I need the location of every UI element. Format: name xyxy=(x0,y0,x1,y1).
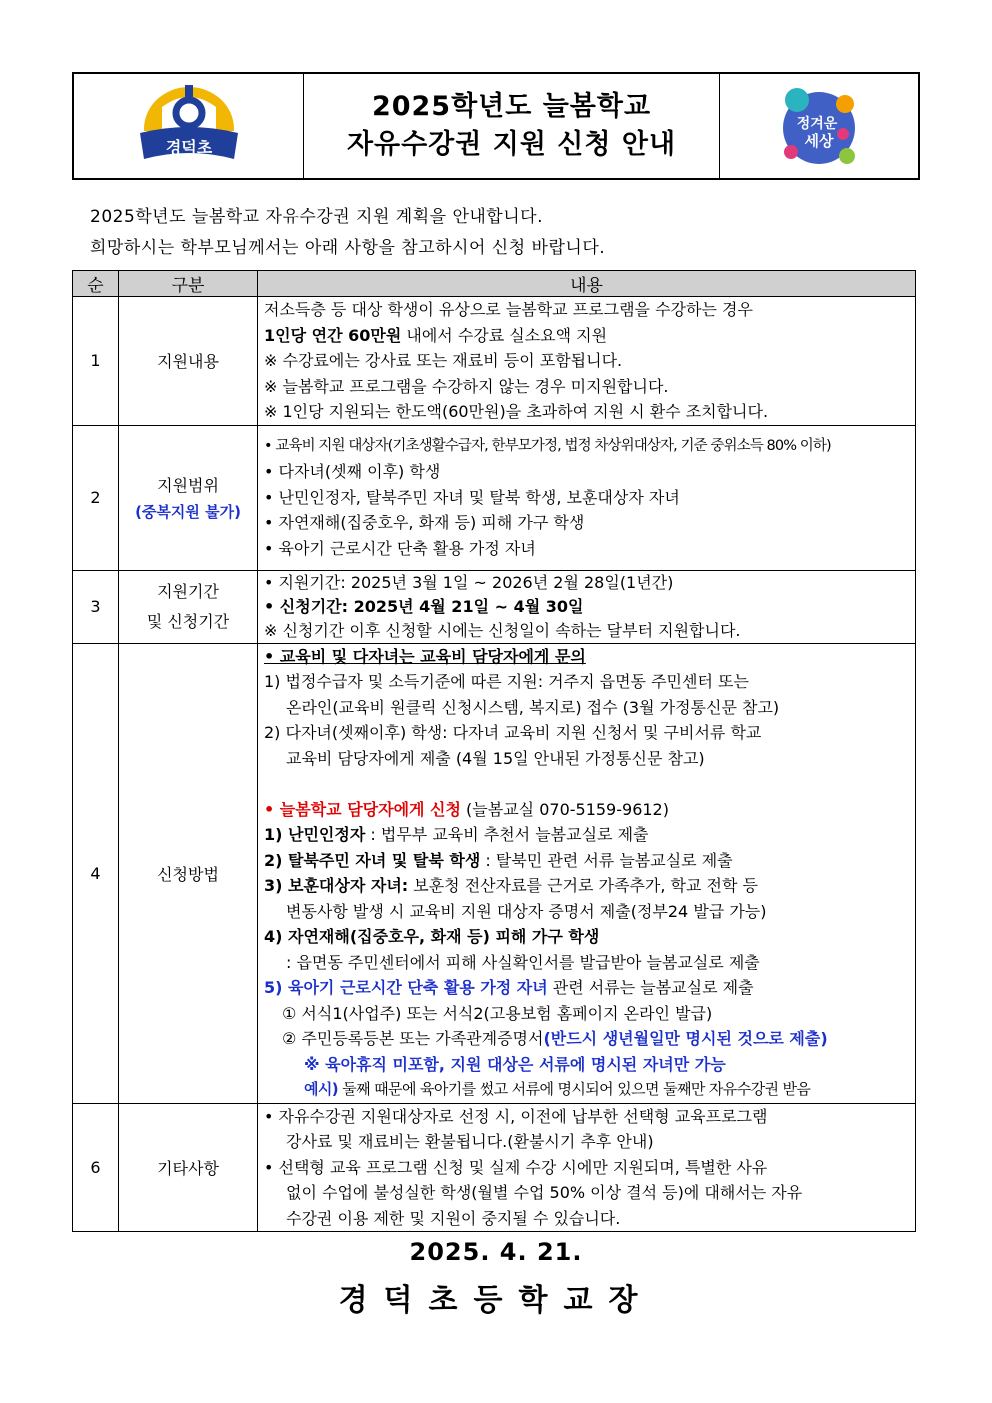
content-line xyxy=(264,873,909,899)
title-cell xyxy=(304,74,720,178)
slogan-text1: 정겨운 xyxy=(796,116,838,132)
content-line: : 읍면동 주민센터에서 피해 사실확인서를 발급받아 늘봄교실로 제출 xyxy=(286,952,760,972)
category-label: 지원범위 xyxy=(157,475,219,495)
item-text: 관련 서류는 늘봄교실로 제출 xyxy=(547,978,754,997)
row-category: 지원내용 xyxy=(119,297,258,426)
content-line: • 육아기 근로시간 단축 활용 가정 자녀 xyxy=(264,538,536,558)
bullet: • xyxy=(264,799,275,819)
example-label: 예시) xyxy=(304,1080,339,1098)
content-line: • 선택형 교육 프로그램 신청 및 실제 수강 시에만 지원되며, 특별한 사유 xyxy=(264,1157,768,1177)
content-line: 온라인(교육비 원클릭 신청시스템, 복지로) 접수 (3월 가정통신문 참고) xyxy=(286,697,780,717)
content-line xyxy=(264,975,909,1001)
content-line: • 자연재해(집중호우, 화재 등) 피해 가구 학생 xyxy=(264,513,585,533)
row-content xyxy=(258,297,916,426)
content-line xyxy=(264,1026,909,1052)
title-line2: 자유수강권 지원 신청 안내 xyxy=(346,129,677,160)
category-label: 및 신청기간 xyxy=(146,611,230,631)
content-line: 4) 자연재해(집중호우, 화재 등) 피해 가구 학생 xyxy=(264,927,600,946)
row-category xyxy=(119,570,258,643)
content-line: ※ 육아휴직 미포함, 지원 대상은 서류에 명시된 자녀만 가능 xyxy=(304,1054,726,1074)
row-category xyxy=(119,425,258,570)
content-line: ※ 신청기간 이후 신청할 시에는 신청일이 속하는 달부터 지원합니다. xyxy=(264,620,741,640)
row-content xyxy=(258,425,916,570)
item-title: 5) 육아기 근로시간 단축 활용 가정 자녀 xyxy=(264,978,548,997)
info-table xyxy=(72,270,916,1232)
item-text: 보훈청 전산자료를 근거로 가족추가, 학교 전학 등 xyxy=(408,876,758,895)
item-title: 2) 탈북주민 자녀 및 탈북 학생 xyxy=(264,850,481,870)
content-line: 강사료 및 재료비는 환불됩니다.(환불시기 추후 안내) xyxy=(286,1132,654,1151)
row-num: 6 xyxy=(73,1103,119,1232)
intro-line1: 2025학년도 늘봄학교 자유수강권 지원 계획을 안내합니다. xyxy=(90,207,543,227)
table-row xyxy=(73,643,916,1103)
content-line: • 난민인정자, 탈북주민 자녀 및 탈북 학생, 보훈대상자 자녀 xyxy=(264,487,680,507)
content-line xyxy=(264,822,909,848)
table-row xyxy=(73,297,916,426)
slogan-text2: 세상 xyxy=(804,132,834,150)
content-line: 변동사항 발생 시 교육비 지원 대상자 증명서 제출(정부24 발급 가능) xyxy=(286,901,767,921)
row-content xyxy=(258,643,916,1103)
content-line: 저소득층 등 대상 학생이 유상으로 늘봄학교 프로그램을 수강하는 경우 xyxy=(264,300,753,319)
table-row xyxy=(73,425,916,570)
content-line xyxy=(264,1077,909,1103)
intro-line2: 희망하시는 학부모님께서는 아래 사항을 참고하시어 신청 바랍니다. xyxy=(90,238,606,258)
blank-line xyxy=(264,771,909,797)
table-row xyxy=(73,570,916,643)
content-line: ① 서식1(사업주) 또는 서식2(고용보험 홈페이지 온라인 발급) xyxy=(282,1003,713,1023)
table-header-row xyxy=(73,271,916,297)
item-text: ② 주민등록등본 또는 가족관계증명서 xyxy=(282,1029,544,1048)
header-category: 구분 xyxy=(119,271,258,297)
content-line xyxy=(264,797,909,823)
example-text: 둘째 때문에 육아기를 썼고 서류에 명시되어 있으면 둘째만 자유수강권 받음 xyxy=(338,1080,811,1098)
item-text: : 법무부 교육비 추천서 늘봄교실로 제출 xyxy=(365,825,649,844)
table-row xyxy=(73,1103,916,1232)
content-line: ※ 늘봄학교 프로그램을 수강하지 않는 경우 미지원합니다. xyxy=(264,376,669,396)
content-line: 교육비 담당자에게 제출 (4월 15일 안내된 가정통신문 참고) xyxy=(286,748,705,768)
content-line: • 지원기간: 2025년 3월 1일 ~ 2026년 2월 28일(1년간) xyxy=(264,572,674,592)
document-header xyxy=(72,72,920,180)
content-text: 내에서 수강료 실소요액 지원 xyxy=(401,325,608,345)
note-emphasis: (반드시 생년월일만 명시된 것으로 제출) xyxy=(543,1029,828,1048)
category-label: 지원기간 xyxy=(157,581,219,601)
content-line xyxy=(264,848,909,874)
content-line: 1) 법정수급자 및 소득기준에 따른 지원: 거주지 읍면동 주민센터 또는 xyxy=(264,672,749,691)
content-line: • 신청기간: 2025년 4월 21일 ~ 4월 30일 xyxy=(264,596,584,616)
row-content xyxy=(258,570,916,643)
row-num: 1 xyxy=(73,297,119,426)
row-num: 3 xyxy=(73,570,119,643)
content-line: 수강권 이용 제한 및 지원이 중지될 수 있습니다. xyxy=(286,1208,621,1228)
content-line: • 교육비 지원 대상자(기초생활수급자, 한부모가정, 법정 차상위대상자, 기준 중위소득 80% 이하) xyxy=(264,437,831,454)
content-line: ※ 1인당 지원되는 한도액(60만원)을 초과하여 지원 시 환수 조치합니다. xyxy=(264,402,769,421)
header-num: 순 xyxy=(73,271,119,297)
contact-info: (늘봄교실 070-5159-9612) xyxy=(460,799,669,819)
content-line: • 교육비 및 다자녀는 교육비 담당자에게 문의 xyxy=(264,646,586,666)
row-num: 2 xyxy=(73,425,119,570)
content-line: ※ 수강료에는 강사료 또는 재료비 등이 포함됩니다. xyxy=(264,351,623,370)
school-logo-icon xyxy=(134,81,244,171)
row-content xyxy=(258,1103,916,1232)
principal-signature: 경덕초등학교장 xyxy=(338,1283,654,1318)
right-logo-cell xyxy=(720,74,918,178)
support-amount: 1인당 연간 60만원 xyxy=(264,325,402,345)
content-line: • 자유수강권 지원대상자로 선정 시, 이전에 납부한 선택형 교육프로그램 xyxy=(264,1106,768,1126)
title-line1: 2025학년도 늘봄학교 xyxy=(371,91,652,122)
content-line: 2) 다자녀(셋째이후) 학생: 다자녀 교육비 지원 신청서 및 구비서류 학교 xyxy=(264,723,762,742)
content-line: 없이 수업에 불성실한 학생(월별 수업 50% 이상 결석 등)에 대해서는 자유 xyxy=(286,1183,803,1202)
logo-text: 경덕초 xyxy=(165,138,212,157)
document-date: 2025. 4. 21. xyxy=(409,1238,583,1266)
item-title: 1) 난민인정자 xyxy=(264,825,366,844)
header-content: 내용 xyxy=(258,271,916,297)
apply-to-staff: 늘봄학교 담당자에게 신청 xyxy=(274,799,461,819)
category-note: (중복지원 불가) xyxy=(135,502,241,521)
item-text: : 탈북민 관련 서류 늘봄교실로 제출 xyxy=(480,850,733,870)
content-line: • 다자녀(셋째 이후) 학생 xyxy=(264,462,441,482)
item-title: 3) 보훈대상자 자녀: xyxy=(264,876,409,895)
slogan-logo-icon xyxy=(769,78,869,174)
row-num: 4 xyxy=(73,643,119,1103)
content-line xyxy=(264,323,909,349)
row-category: 신청방법 xyxy=(119,643,258,1103)
school-logo-cell xyxy=(74,74,304,178)
row-category: 기타사항 xyxy=(119,1103,258,1232)
